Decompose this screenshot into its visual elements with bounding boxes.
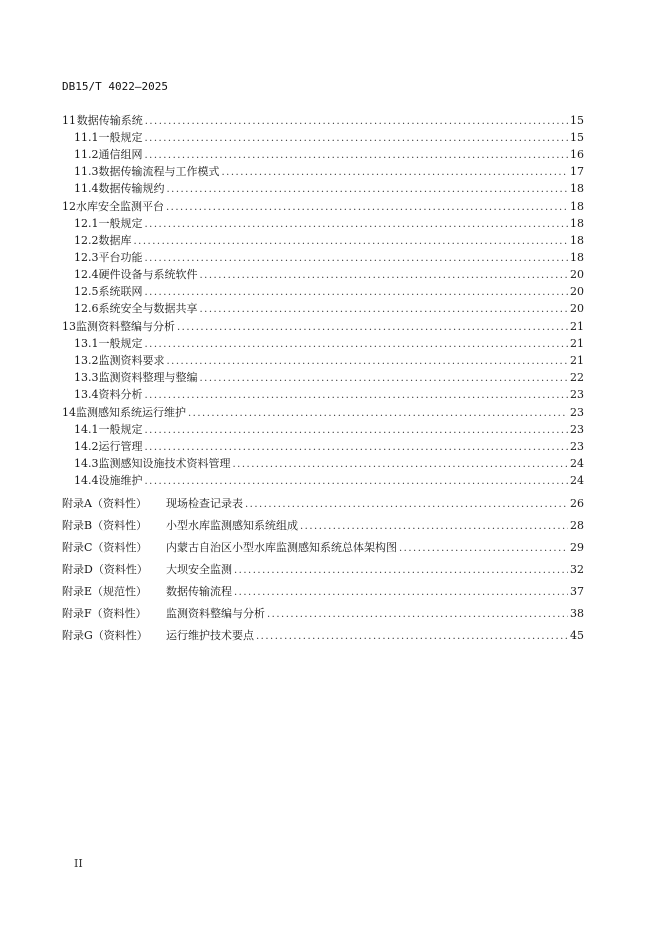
toc-title: 监测资料整理与整编 [98,371,198,384]
toc-chapter-row[interactable] [62,404,584,421]
toc-page: 20 [570,285,584,298]
appendix-page: 37 [570,585,584,598]
dot-leader [188,405,568,422]
toc-page: 15 [570,131,584,144]
toc-number: 13 [62,320,76,333]
appendix-title: 监测资料整编与分析 [166,607,265,620]
toc-number: 13.3 [74,371,99,384]
toc-page: 24 [570,457,584,470]
toc-chapter-row[interactable] [62,198,584,215]
toc-page: 23 [570,406,584,419]
appendix-label: 附录B（资料性） [62,519,148,532]
toc-page: 16 [570,148,584,161]
toc-number: 12.2 [74,234,99,247]
appendix-title: 内蒙古自治区小型水库监测感知系统总体架构图 [166,541,397,554]
toc-number: 12.6 [74,302,99,315]
dot-leader [234,582,568,604]
toc-section-row[interactable] [62,180,584,197]
toc-title: 数据传输规约 [98,182,165,195]
appendix-page: 29 [570,541,584,554]
toc-section-row[interactable] [62,438,584,455]
toc-number: 14 [62,406,76,419]
toc-page: 23 [570,440,584,453]
dot-leader [300,516,568,538]
toc-page: 24 [570,474,584,487]
toc-section-row[interactable] [62,266,584,283]
dot-leader [200,370,569,387]
dot-leader [145,147,569,164]
dot-leader [134,233,569,250]
appendix-page: 45 [570,629,584,642]
toc-title: 一般规定 [98,131,143,144]
toc-number: 11.4 [74,182,99,195]
toc-section-row[interactable] [62,215,584,232]
toc-title: 数据传输系统 [76,114,143,127]
toc-title: 运行管理 [98,440,143,453]
dot-leader [167,181,569,198]
toc-page: 18 [570,200,584,213]
toc-number: 13.1 [74,337,99,350]
toc-title: 一般规定 [98,217,143,230]
toc-section-row[interactable] [62,300,584,317]
toc-section-row[interactable] [62,249,584,266]
table-of-contents [62,112,584,647]
toc-page: 21 [570,337,584,350]
toc-section-row[interactable] [62,283,584,300]
toc-title: 监测资料要求 [98,354,165,367]
dot-leader [145,336,569,353]
toc-appendices [62,493,584,647]
toc-page: 20 [570,302,584,315]
dot-leader [267,604,568,626]
toc-section-row[interactable] [62,421,584,438]
toc-section-row[interactable] [62,455,584,472]
toc-section-row[interactable] [62,232,584,249]
toc-title: 水库安全监测平台 [76,200,164,213]
toc-page: 22 [570,371,584,384]
dot-leader [245,494,568,516]
toc-title: 监测感知系统运行维护 [76,406,186,419]
dot-leader [145,387,569,404]
toc-title: 一般规定 [98,337,143,350]
appendix-label: 附录G（资料性） [62,629,148,642]
appendix-label: 附录E（规范性） [62,585,148,598]
toc-page: 18 [570,182,584,195]
toc-number: 11 [62,114,76,127]
toc-chapter-row[interactable] [62,318,584,335]
toc-appendix-row[interactable] [62,493,584,515]
toc-title: 平台功能 [98,251,143,264]
appendix-label: 附录F（资料性） [62,607,147,620]
appendix-page: 26 [570,497,584,510]
toc-number: 11.2 [74,148,99,161]
dot-leader [167,353,569,370]
appendix-page: 28 [570,519,584,532]
toc-title: 硬件设备与系统软件 [98,268,198,281]
toc-number: 12.1 [74,217,99,230]
toc-number: 12.5 [74,285,99,298]
dot-leader [145,113,568,130]
toc-page: 23 [570,388,584,401]
document-code: DB15/T 4022—2025 [62,80,168,93]
toc-number: 14.1 [74,423,99,436]
toc-page: 15 [570,114,584,127]
toc-title: 设施维护 [98,474,143,487]
appendix-label: 附录C（资料性） [62,541,148,554]
appendix-title: 数据传输流程 [166,585,232,598]
toc-page: 17 [570,165,584,178]
toc-chapter-row[interactable] [62,112,584,129]
toc-section-row[interactable] [62,472,584,489]
toc-page: 21 [570,354,584,367]
toc-section-row[interactable] [62,352,584,369]
toc-section-row[interactable] [62,146,584,163]
toc-title: 系统安全与数据共享 [98,302,198,315]
toc-title: 系统联网 [98,285,143,298]
appendix-title: 大坝安全监测 [166,563,232,576]
dot-leader [222,164,569,181]
dot-leader [166,199,568,216]
toc-section-row[interactable] [62,386,584,403]
dot-leader [234,560,568,582]
dot-leader [399,538,568,560]
toc-page: 18 [570,217,584,230]
dot-leader [233,456,569,473]
toc-number: 13.2 [74,354,99,367]
toc-appendix-row[interactable] [62,559,584,581]
appendix-title: 现场检查记录表 [166,497,243,510]
toc-appendix-row[interactable] [62,625,584,647]
appendix-page: 32 [570,563,584,576]
toc-page: 18 [570,234,584,247]
dot-leader [145,216,569,233]
dot-leader [256,626,568,648]
toc-number: 14.4 [74,474,99,487]
appendix-label: 附录D（资料性） [62,563,148,576]
toc-number: 12 [62,200,76,213]
toc-title: 监测感知设施技术资料管理 [98,457,231,470]
toc-number: 11.3 [74,165,99,178]
toc-title: 通信组网 [98,148,143,161]
toc-page: 18 [570,251,584,264]
toc-section-row[interactable] [62,129,584,146]
dot-leader [200,267,569,284]
toc-number: 14.3 [74,457,99,470]
toc-appendix-row[interactable] [62,537,584,559]
toc-page: 21 [570,320,584,333]
dot-leader [145,250,569,267]
appendix-title: 小型水库监测感知系统组成 [166,519,298,532]
dot-leader [145,284,569,301]
toc-appendix-row[interactable] [62,581,584,603]
toc-page: 23 [570,423,584,436]
toc-number: 12.4 [74,268,99,281]
toc-title: 数据库 [98,234,132,247]
toc-section-row[interactable] [62,369,584,386]
toc-number: 14.2 [74,440,99,453]
toc-section-row[interactable] [62,335,584,352]
dot-leader [200,301,569,318]
toc-appendix-row[interactable] [62,603,584,625]
toc-title: 数据传输流程与工作模式 [98,165,220,178]
toc-number: 13.4 [74,388,99,401]
dot-leader [177,319,568,336]
toc-number: 12.3 [74,251,99,264]
toc-title: 资料分析 [98,388,143,401]
appendix-page: 38 [570,607,584,620]
toc-title: 监测资料整编与分析 [76,320,175,333]
toc-appendix-row[interactable] [62,515,584,537]
dot-leader [145,439,569,456]
toc-number: 11.1 [74,131,99,144]
toc-sections [62,112,584,489]
appendix-title: 运行维护技术要点 [166,629,254,642]
toc-section-row[interactable] [62,163,584,180]
toc-title: 一般规定 [98,423,143,436]
toc-page: 20 [570,268,584,281]
appendix-label: 附录A（资料性） [62,497,147,510]
page-number: II [74,857,83,870]
dot-leader [145,473,569,490]
dot-leader [145,130,569,147]
dot-leader [145,422,569,439]
